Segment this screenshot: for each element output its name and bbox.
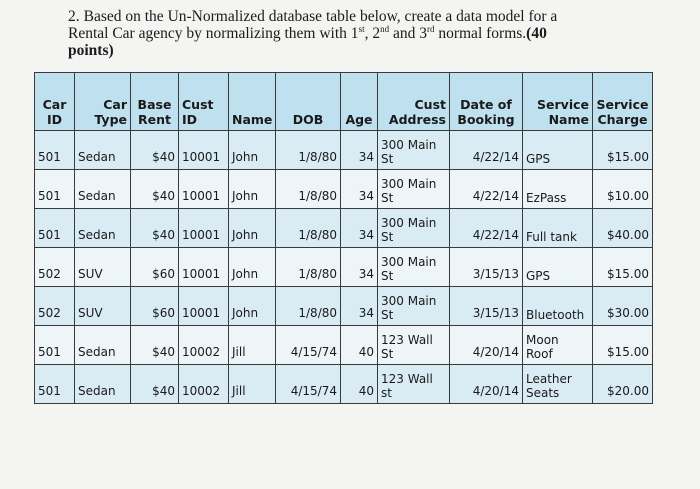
cell-cust-id: 10001 xyxy=(179,209,229,248)
cell-base-rent: $60 xyxy=(131,248,179,287)
cell-cust-address: 300 Main St xyxy=(378,131,450,170)
cell-cust-id: 10001 xyxy=(179,287,229,326)
cell-base-rent: $40 xyxy=(131,170,179,209)
table-row xyxy=(35,287,653,326)
cell-age: 34 xyxy=(341,248,378,287)
table-body xyxy=(35,131,653,404)
cell-cust-address: 300 Main St xyxy=(378,248,450,287)
cell-age: 34 xyxy=(341,287,378,326)
cell-name: John xyxy=(229,170,276,209)
question-text xyxy=(68,8,608,59)
cell-car-id: 501 xyxy=(35,170,75,209)
cell-cust-id: 10002 xyxy=(179,365,229,404)
cell-date-of-booking: 4/22/14 xyxy=(450,170,523,209)
ordinal-1: st xyxy=(358,23,365,34)
cell-car-type: SUV xyxy=(75,248,131,287)
cell-cust-id: 10001 xyxy=(179,170,229,209)
cell-date-of-booking: 4/20/14 xyxy=(450,365,523,404)
points-open: (40 xyxy=(526,25,547,42)
header-service-charge: Service Charge xyxy=(593,73,653,131)
ordinal-3: rd xyxy=(426,23,435,34)
question-number: 2. xyxy=(68,8,80,25)
cell-car-type: SUV xyxy=(75,287,131,326)
cell-service-name: Full tank xyxy=(523,209,593,248)
header-base-rent: Base Rent xyxy=(131,73,179,131)
cell-dob: 1/8/80 xyxy=(276,170,341,209)
cell-age: 34 xyxy=(341,131,378,170)
cell-service-charge: $15.00 xyxy=(593,248,653,287)
cell-cust-address: 300 Main St xyxy=(378,170,450,209)
cell-dob: 1/8/80 xyxy=(276,287,341,326)
cell-dob: 1/8/80 xyxy=(276,131,341,170)
table-row xyxy=(35,365,653,404)
cell-car-id: 501 xyxy=(35,209,75,248)
cell-car-id: 501 xyxy=(35,326,75,365)
cell-service-charge: $20.00 xyxy=(593,365,653,404)
cell-dob: 1/8/80 xyxy=(276,209,341,248)
table-row xyxy=(35,131,653,170)
cell-cust-address: 123 Wall St xyxy=(378,326,450,365)
cell-name: John xyxy=(229,131,276,170)
header-name: Name xyxy=(229,73,276,131)
cell-car-type: Sedan xyxy=(75,209,131,248)
cell-name: John xyxy=(229,248,276,287)
question-line-1 xyxy=(68,8,608,25)
cell-base-rent: $40 xyxy=(131,326,179,365)
cell-car-type: Sedan xyxy=(75,170,131,209)
cell-date-of-booking: 3/15/13 xyxy=(450,287,523,326)
cell-name: Jill xyxy=(229,326,276,365)
cell-car-type: Sedan xyxy=(75,131,131,170)
separator-1: , 2 xyxy=(364,25,381,42)
cell-service-name: EzPass xyxy=(523,170,593,209)
unnormalized-table-container xyxy=(34,72,652,404)
cell-service-charge: $10.00 xyxy=(593,170,653,209)
question-line-2-suffix: normal forms. xyxy=(434,25,527,42)
cell-service-charge: $15.00 xyxy=(593,131,653,170)
cell-cust-address: 300 Main St xyxy=(378,287,450,326)
cell-service-name: GPS xyxy=(523,131,593,170)
table-row xyxy=(35,209,653,248)
ordinal-2: nd xyxy=(380,23,390,34)
table-row xyxy=(35,248,653,287)
cell-base-rent: $40 xyxy=(131,209,179,248)
cell-date-of-booking: 4/22/14 xyxy=(450,209,523,248)
question-line-2-prefix: Rental Car agency by normalizing them with 1 xyxy=(68,25,359,42)
table-row xyxy=(35,170,653,209)
question-line-2 xyxy=(68,25,608,42)
points-close: points) xyxy=(68,42,114,59)
cell-service-name: Leather Seats xyxy=(523,365,593,404)
cell-service-charge: $30.00 xyxy=(593,287,653,326)
cell-car-id: 501 xyxy=(35,131,75,170)
table-row xyxy=(35,326,653,365)
cell-service-charge: $40.00 xyxy=(593,209,653,248)
header-cust-address: Cust Address xyxy=(378,73,450,131)
cell-age: 40 xyxy=(341,326,378,365)
cell-name: Jill xyxy=(229,365,276,404)
cell-date-of-booking: 4/20/14 xyxy=(450,326,523,365)
header-cust-id: Cust ID xyxy=(179,73,229,131)
cell-age: 34 xyxy=(341,170,378,209)
cell-dob: 4/15/74 xyxy=(276,326,341,365)
cell-name: John xyxy=(229,209,276,248)
cell-cust-address: 300 Main St xyxy=(378,209,450,248)
separator-2: and 3 xyxy=(389,25,427,42)
header-car-type: Car Type xyxy=(75,73,131,131)
unnormalized-table xyxy=(34,72,653,404)
cell-car-id: 502 xyxy=(35,287,75,326)
question-line-1-text: Based on the Un-Normalized database table below, create a data model for a xyxy=(83,8,558,25)
header-date-of-booking: Date of Booking xyxy=(450,73,523,131)
cell-cust-id: 10001 xyxy=(179,248,229,287)
cell-date-of-booking: 3/15/13 xyxy=(450,248,523,287)
cell-car-type: Sedan xyxy=(75,326,131,365)
cell-car-id: 502 xyxy=(35,248,75,287)
cell-date-of-booking: 4/22/14 xyxy=(450,131,523,170)
cell-age: 34 xyxy=(341,209,378,248)
question-line-3 xyxy=(68,42,608,59)
cell-dob: 4/15/74 xyxy=(276,365,341,404)
cell-cust-id: 10001 xyxy=(179,131,229,170)
cell-base-rent: $40 xyxy=(131,365,179,404)
cell-dob: 1/8/80 xyxy=(276,248,341,287)
cell-service-name: Moon Roof xyxy=(523,326,593,365)
cell-base-rent: $40 xyxy=(131,131,179,170)
cell-service-charge: $15.00 xyxy=(593,326,653,365)
cell-service-name: Bluetooth xyxy=(523,287,593,326)
cell-cust-id: 10002 xyxy=(179,326,229,365)
cell-name: John xyxy=(229,287,276,326)
table-header-row xyxy=(35,73,653,131)
header-service-name: Service Name xyxy=(523,73,593,131)
cell-car-id: 501 xyxy=(35,365,75,404)
cell-base-rent: $60 xyxy=(131,287,179,326)
cell-age: 40 xyxy=(341,365,378,404)
header-car-id: Car ID xyxy=(35,73,75,131)
header-dob: DOB xyxy=(276,73,341,131)
header-age: Age xyxy=(341,73,378,131)
cell-cust-address: 123 Wall st xyxy=(378,365,450,404)
cell-car-type: Sedan xyxy=(75,365,131,404)
cell-service-name: GPS xyxy=(523,248,593,287)
